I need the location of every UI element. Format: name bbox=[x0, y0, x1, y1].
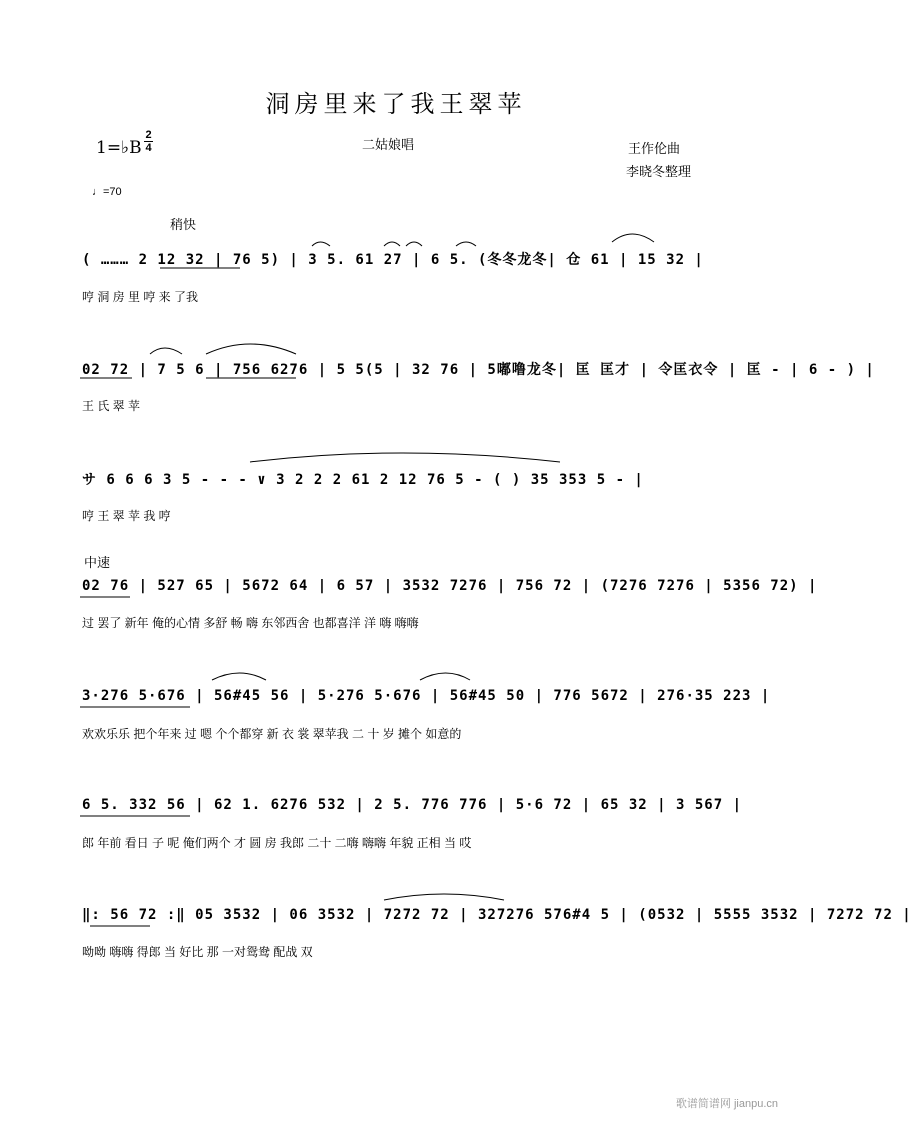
lyrics-line-2: 王 氏 翠 苹 bbox=[82, 399, 141, 413]
slur-mark bbox=[384, 894, 504, 900]
notation-line-4: 02 76 | 527 65 | 5672 64 | 6 57 | 3532 7276 | 756 72 | (7276 7276 | 5356 72) | bbox=[82, 578, 712, 602]
slur-mark bbox=[456, 242, 476, 246]
lyrics-line-1: 哼 洞 房 里 哼 来 了我 bbox=[82, 290, 199, 304]
notation-line-1: ( ……… 2 12 32 | 76 5) | 3 5. 61 27 | 6 5. (冬冬龙冬| 仓 61 | 15 32 | bbox=[82, 249, 712, 273]
notation-line-7: ‖: 56 72 :‖ 05 3532 | 06 3532 | 7272 72 | 327276 576#4 5 | (0532 | 5555 3532 | 7272 72 | bbox=[82, 907, 712, 931]
singer-label: 二姑娘唱 bbox=[362, 137, 415, 152]
lyrics-line-5: 欢欢乐乐 把个年来 过 嗯 个个都穿 新 衣 裳 翠苹我 二 十 岁 摊个 如意的 bbox=[82, 727, 462, 741]
notation-line-2: 02 72 | 7 5 6 | 756 6276 | 5 5(5 | 32 76 | 5嘟噜龙冬| 匡 匡才 | 令匡衣令 | 匡 - | 6 - ) | bbox=[82, 359, 712, 383]
arranger-label: 李晓冬整理 bbox=[626, 164, 692, 179]
composer-label: 王作伦曲 bbox=[628, 141, 681, 156]
meter-bottom: 4 bbox=[145, 142, 152, 154]
slur-mark bbox=[250, 453, 560, 462]
meter-top: 2 bbox=[145, 129, 152, 141]
lyrics-line-4: 过 罢了 新年 俺的心情 多舒 畅 嗨 东邻西舍 也都喜洋 洋 嗨 嗨嗨 bbox=[82, 616, 419, 630]
lyrics-line-3: 哼 王 翠 苹 我 哼 bbox=[82, 509, 171, 523]
slur-mark bbox=[212, 673, 266, 680]
tempo-marking: ♩=70 bbox=[92, 186, 122, 198]
slur-mark bbox=[312, 242, 330, 246]
notation-line-6: 6 5. 332 56 | 62 1. 6276 532 | 2 5. 776 776 | 5·6 72 | 65 32 | 3 567 | bbox=[82, 797, 712, 821]
key-signature: 1=♭B bbox=[96, 138, 142, 158]
slur-mark bbox=[384, 242, 400, 246]
lyrics-line-7: 呦呦 嗨嗨 得郎 当 好比 那 一对鸳鸯 配战 双 bbox=[82, 945, 313, 959]
slur-mark bbox=[612, 234, 654, 242]
lyrics-line-6: 郎 年前 看日 子 呢 俺们两个 才 圆 房 我郎 二十 二嗨 嗨嗨 年貌 正相 当 哎 bbox=[82, 836, 472, 850]
slur-mark bbox=[150, 348, 182, 354]
slur-mark bbox=[420, 673, 470, 680]
notation-line-3: サ 6 6 6 3 5 - - - ∨ 3 2 2 2 61 2 12 76 5 - ( ) 35 353 5 - | bbox=[82, 469, 712, 493]
slur-mark bbox=[406, 242, 422, 246]
watermark-footer: 歌谱简谱网 jianpu.cn bbox=[675, 1098, 778, 1110]
tempo-text-zhongsu: 中速 bbox=[84, 555, 111, 570]
tempo-text-shaokuai: 稍快 bbox=[170, 217, 197, 232]
slur-mark bbox=[206, 344, 296, 354]
notation-line-5: 3·276 5·676 | 56#45 56 | 5·276 5·676 | 56#45 50 | 776 5672 | 276·35 223 | bbox=[82, 688, 712, 712]
score-title: 洞房里来了我王翠苹 bbox=[265, 90, 527, 118]
